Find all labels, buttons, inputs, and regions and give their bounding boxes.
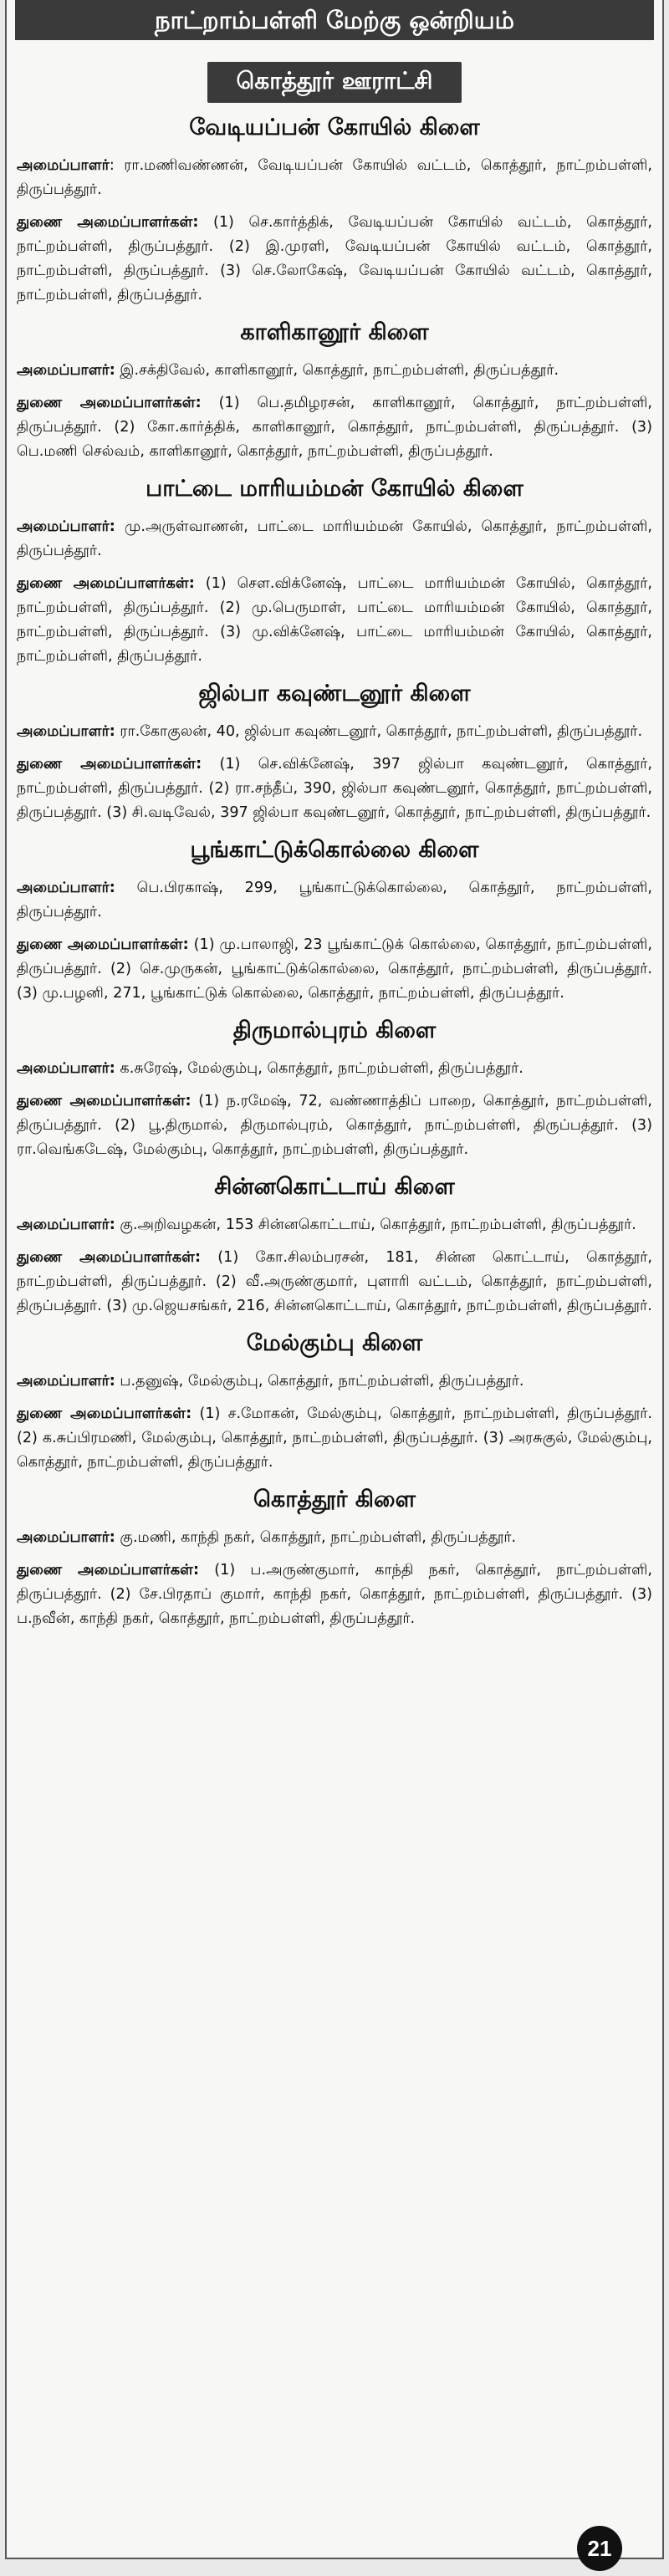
- organizer-label: அமைப்பாளர்:: [17, 723, 115, 740]
- branch-title: ஜில்பா கவுண்டனூர் கிளை: [198, 681, 471, 706]
- deputy-details: (1) கோ.சிலம்பரசன், 181, சின்ன கொட்டாய், கொத்தூர், நாட்றம்பள்ளி, திருப்பத்தூர். (2) வீ.அருண்குமார், புளாரி வட்டம், கொத்தூர், நாட்றம்பள்ளி, திருப்பத்தூர். (3) மு.ஜெயசங்கர், 216, சின்னகொட்டாய், கொத்தூர், நாட்றம்பள்ளி, திருப்பத்தூர்.: [17, 1249, 652, 1314]
- branch-list: [7, 115, 662, 1631]
- deputy-details: (1) பெ.தமிழரசன், காளிகானூர், கொத்தூர், நாட்றம்பள்ளி, திருப்பத்தூர். (2) கோ.கார்த்திக், காளிகானூர், கொத்தூர், நாட்றம்பள்ளி, திருப்பத்தூர். (3) பெ.மணி செல்வம், காளிகானூர், கொத்தூர், நாட்றம்பள்ளி, திருப்பத்தூர்.: [17, 395, 653, 460]
- newspaper-page: [5, 0, 664, 2559]
- branch-title: பூங்காட்டுக்கொல்லை கிளை: [190, 837, 479, 863]
- branch-section: [17, 115, 652, 308]
- branch-section: [17, 1174, 652, 1319]
- deputy-label: துணை அமைப்பாளர்கள்:: [17, 756, 202, 773]
- organizer-label: அமைப்பாளர்:: [17, 1060, 115, 1077]
- page-number-badge: 21: [577, 2526, 622, 2571]
- branch-title: மேல்கும்பு கிளை: [246, 1330, 423, 1356]
- branch-title: பாட்டை மாரியம்மன் கோயில் கிளை: [146, 476, 523, 502]
- branch-title: திருமால்புரம் கிளை: [232, 1018, 437, 1043]
- branch-section: [17, 681, 652, 825]
- organizer-label: அமைப்பாளர்:: [17, 362, 115, 379]
- deputy-details: (1) செ.விக்னேஷ், 397 ஜில்பா கவுண்டனூர், கொத்தூர், நாட்றம்பள்ளி, திருப்பத்தூர். (2) ரா.சந்தீப், 390, ஜில்பா கவுண்டனூர், கொத்தூர், நாட்றம்பள்ளி, திருப்பத்தூர். (3) சி.வடிவேல், 397 ஜில்பா கவுண்டனூர், கொத்தூர், நாட்றம்பள்ளி, திருப்பத்தூர்.: [17, 756, 652, 821]
- deputy-label: துணை அமைப்பாளர்கள்:: [17, 1249, 202, 1266]
- branch-section: [17, 1018, 652, 1162]
- branch-title: வேடியப்பன் கோயில் கிளை: [189, 115, 480, 140]
- organizer-entry: [17, 1370, 652, 1394]
- branch-title: கொத்தூர் கிளை: [253, 1487, 416, 1512]
- deputy-label: துணை அமைப்பாளர்கள்:: [17, 575, 195, 592]
- organizer-label: அமைப்பாளர்:: [17, 880, 115, 896]
- organizer-label: அமைப்பாளர்:: [17, 518, 115, 535]
- panchayat-title: கொத்தூர் ஊராட்சி: [207, 62, 461, 103]
- deputy-details: (1) செள.விக்னேஷ், பாட்டை மாரியம்மன் கோயில், கொத்தூர், நாட்றம்பள்ளி, திருப்பத்தூர். (2) மு.பெருமாள், பாட்டை மாரியம்மன் கோயில், கொத்தூர், நாட்றம்பள்ளி, திருப்பத்தூர். (3) மு.விக்னேஷ், பாட்டை மாரியம்மன் கோயில், கொத்தூர், நாட்றம்பள்ளி, திருப்பத்தூர்.: [17, 575, 652, 665]
- union-header: நாட்றாம்பள்ளி மேற்கு ஒன்றியம்: [15, 0, 654, 40]
- organizer-label: அமைப்பாளர்:: [17, 1373, 115, 1390]
- branch-section: [17, 319, 652, 464]
- organizer-details: மு.அருள்வாணன், பாட்டை மாரியம்மன் கோயில், கொத்தூர், நாட்றம்பள்ளி, திருப்பத்தூர்.: [17, 518, 652, 559]
- organizer-details: கு.மணி, காந்தி நகர், கொத்தூர், நாட்றம்பள்ளி, திருப்பத்தூர்.: [115, 1529, 517, 1546]
- deputy-label: துணை அமைப்பாளர்கள்:: [17, 395, 202, 411]
- deputy-label: துணை அமைப்பாளர்கள்:: [17, 214, 199, 231]
- branch-title: காளிகானூர் கிளை: [240, 319, 429, 345]
- organizer-details: கு.அறிவழகன், 153 சின்னகொட்டாய், கொத்தூர், நாட்றம்பள்ளி, திருப்பத்தூர்.: [115, 1217, 636, 1233]
- deputy-details: (1) மு.பாலாஜி, 23 பூங்காட்டுக் கொல்லை, கொத்தூர், நாட்றம்பள்ளி, திருப்பத்தூர். (2) செ.முருகன், பூங்காட்டுக்கொல்லை, கொத்தூர், நாட்றம்பள்ளி, திருப்பத்தூர். (3) மு.பழனி, 271, பூங்காட்டுக் கொல்லை, கொத்தூர், நாட்றம்பள்ளி, திருப்பத்தூர்.: [17, 936, 652, 1002]
- branch-section: [17, 837, 652, 1006]
- organizer-entry: [17, 1526, 652, 1550]
- organizer-label: அமைப்பாளர்: [17, 157, 110, 174]
- deputy-details: (1) செ.கார்த்திக், வேடியப்பன் கோயில் வட்டம், கொத்தூர், நாட்றம்பள்ளி, திருப்பத்தூர். (2) இ.முரளி, வேடியப்பன் கோயில் வட்டம், கொத்தூர், நாட்றம்பள்ளி, திருப்பத்தூர். (3) செ.லோகேஷ், வேடியப்பன் கோயில் வட்டம், கொத்தூர், நாட்றம்பள்ளி, திருப்பத்தூர்.: [17, 214, 652, 304]
- organizer-details: : ரா.மணிவண்ணன், வேடியப்பன் கோயில் வட்டம், கொத்தூர், நாட்றம்பள்ளி, திருப்பத்தூர்.: [17, 157, 652, 198]
- organizer-details: இ.சக்திவேல், காளிகானூர், கொத்தூர், நாட்றம்பள்ளி, திருப்பத்தூர்.: [115, 362, 559, 379]
- organizer-entry: [17, 154, 652, 202]
- deputy-entry: [17, 391, 652, 464]
- deputy-entry: [17, 1558, 652, 1631]
- deputy-entry: [17, 1246, 652, 1319]
- deputy-entry: [17, 1402, 652, 1475]
- organizer-details: பெ.பிரகாஷ், 299, பூங்காட்டுக்கொல்லை, கொத்தூர், நாட்றம்பள்ளி, திருப்பத்தூர்.: [17, 880, 652, 921]
- branch-title: சின்னகொட்டாய் கிளை: [214, 1174, 455, 1200]
- organizer-entry: [17, 1057, 652, 1081]
- deputy-label: துணை அமைப்பாளர்கள்:: [17, 1093, 192, 1109]
- organizer-entry: [17, 876, 652, 925]
- organizer-entry: [17, 515, 652, 564]
- branch-section: [17, 1487, 652, 1631]
- deputy-entry: [17, 1089, 652, 1162]
- deputy-label: துணை அமைப்பாளர்கள்:: [17, 936, 189, 953]
- organizer-entry: [17, 359, 652, 383]
- branch-section: [17, 476, 652, 669]
- deputy-entry: [17, 933, 652, 1006]
- deputy-entry: [17, 572, 652, 669]
- deputy-label: துணை அமைப்பாளர்கள்:: [17, 1405, 192, 1422]
- organizer-details: ப.தனுஷ், மேல்கும்பு, கொத்தூர், நாட்றம்பள்ளி, திருப்பத்தூர்.: [115, 1373, 524, 1390]
- deputy-label: துணை அமைப்பாளர்கள்:: [17, 1562, 200, 1579]
- deputy-details: (1) ந.ரமேஷ், 72, வண்ணாத்திப் பாறை, கொத்தூர், நாட்றம்பள்ளி, திருப்பத்தூர். (2) பூ.திருமால், திருமால்புரம், கொத்தூர், நாட்றம்பள்ளி, திருப்பத்தூர். (3) ரா.வெங்கடேஷ், மேல்கும்பு, கொத்தூர், நாட்றம்பள்ளி, திருப்பத்தூர்.: [17, 1093, 652, 1158]
- organizer-entry: [17, 1213, 652, 1237]
- branch-section: [17, 1330, 652, 1475]
- deputy-entry: [17, 752, 652, 825]
- deputy-entry: [17, 211, 652, 308]
- deputy-details: (1) ச.மோகன், மேல்கும்பு, கொத்தூர், நாட்றம்பள்ளி, திருப்பத்தூர். (2) க.சுப்பிரமணி, மேல்கும்பு, கொத்தூர், நாட்றம்பள்ளி, திருப்பத்தூர். (3) அரசுகுல், மேல்கும்பு, கொத்தூர், நாட்றம்பள்ளி, திருப்பத்தூர்.: [17, 1405, 652, 1471]
- organizer-details: ரா.கோகுலன், 40, ஜில்பா கவுண்டனூர், கொத்தூர், நாட்றம்பள்ளி, திருப்பத்தூர்.: [115, 723, 643, 740]
- organizer-label: அமைப்பாளர்:: [17, 1217, 115, 1233]
- organizer-label: அமைப்பாளர்:: [17, 1529, 115, 1546]
- deputy-details: (1) ப.அருண்குமார், காந்தி நகர், கொத்தூர், நாட்றம்பள்ளி, திருப்பத்தூர். (2) சே.பிரதாப் குமார், காந்தி நகர், கொத்தூர், நாட்றம்பள்ளி, திருப்பத்தூர். (3) ப.நவீன், காந்தி நகர், கொத்தூர், நாட்றம்பள்ளி, திருப்பத்தூர்.: [17, 1562, 652, 1627]
- organizer-entry: [17, 720, 652, 744]
- panchayat-header-wrap: [7, 62, 662, 103]
- organizer-details: க.சுரேஷ், மேல்கும்பு, கொத்தூர், நாட்றம்பள்ளி, திருப்பத்தூர்.: [115, 1060, 523, 1077]
